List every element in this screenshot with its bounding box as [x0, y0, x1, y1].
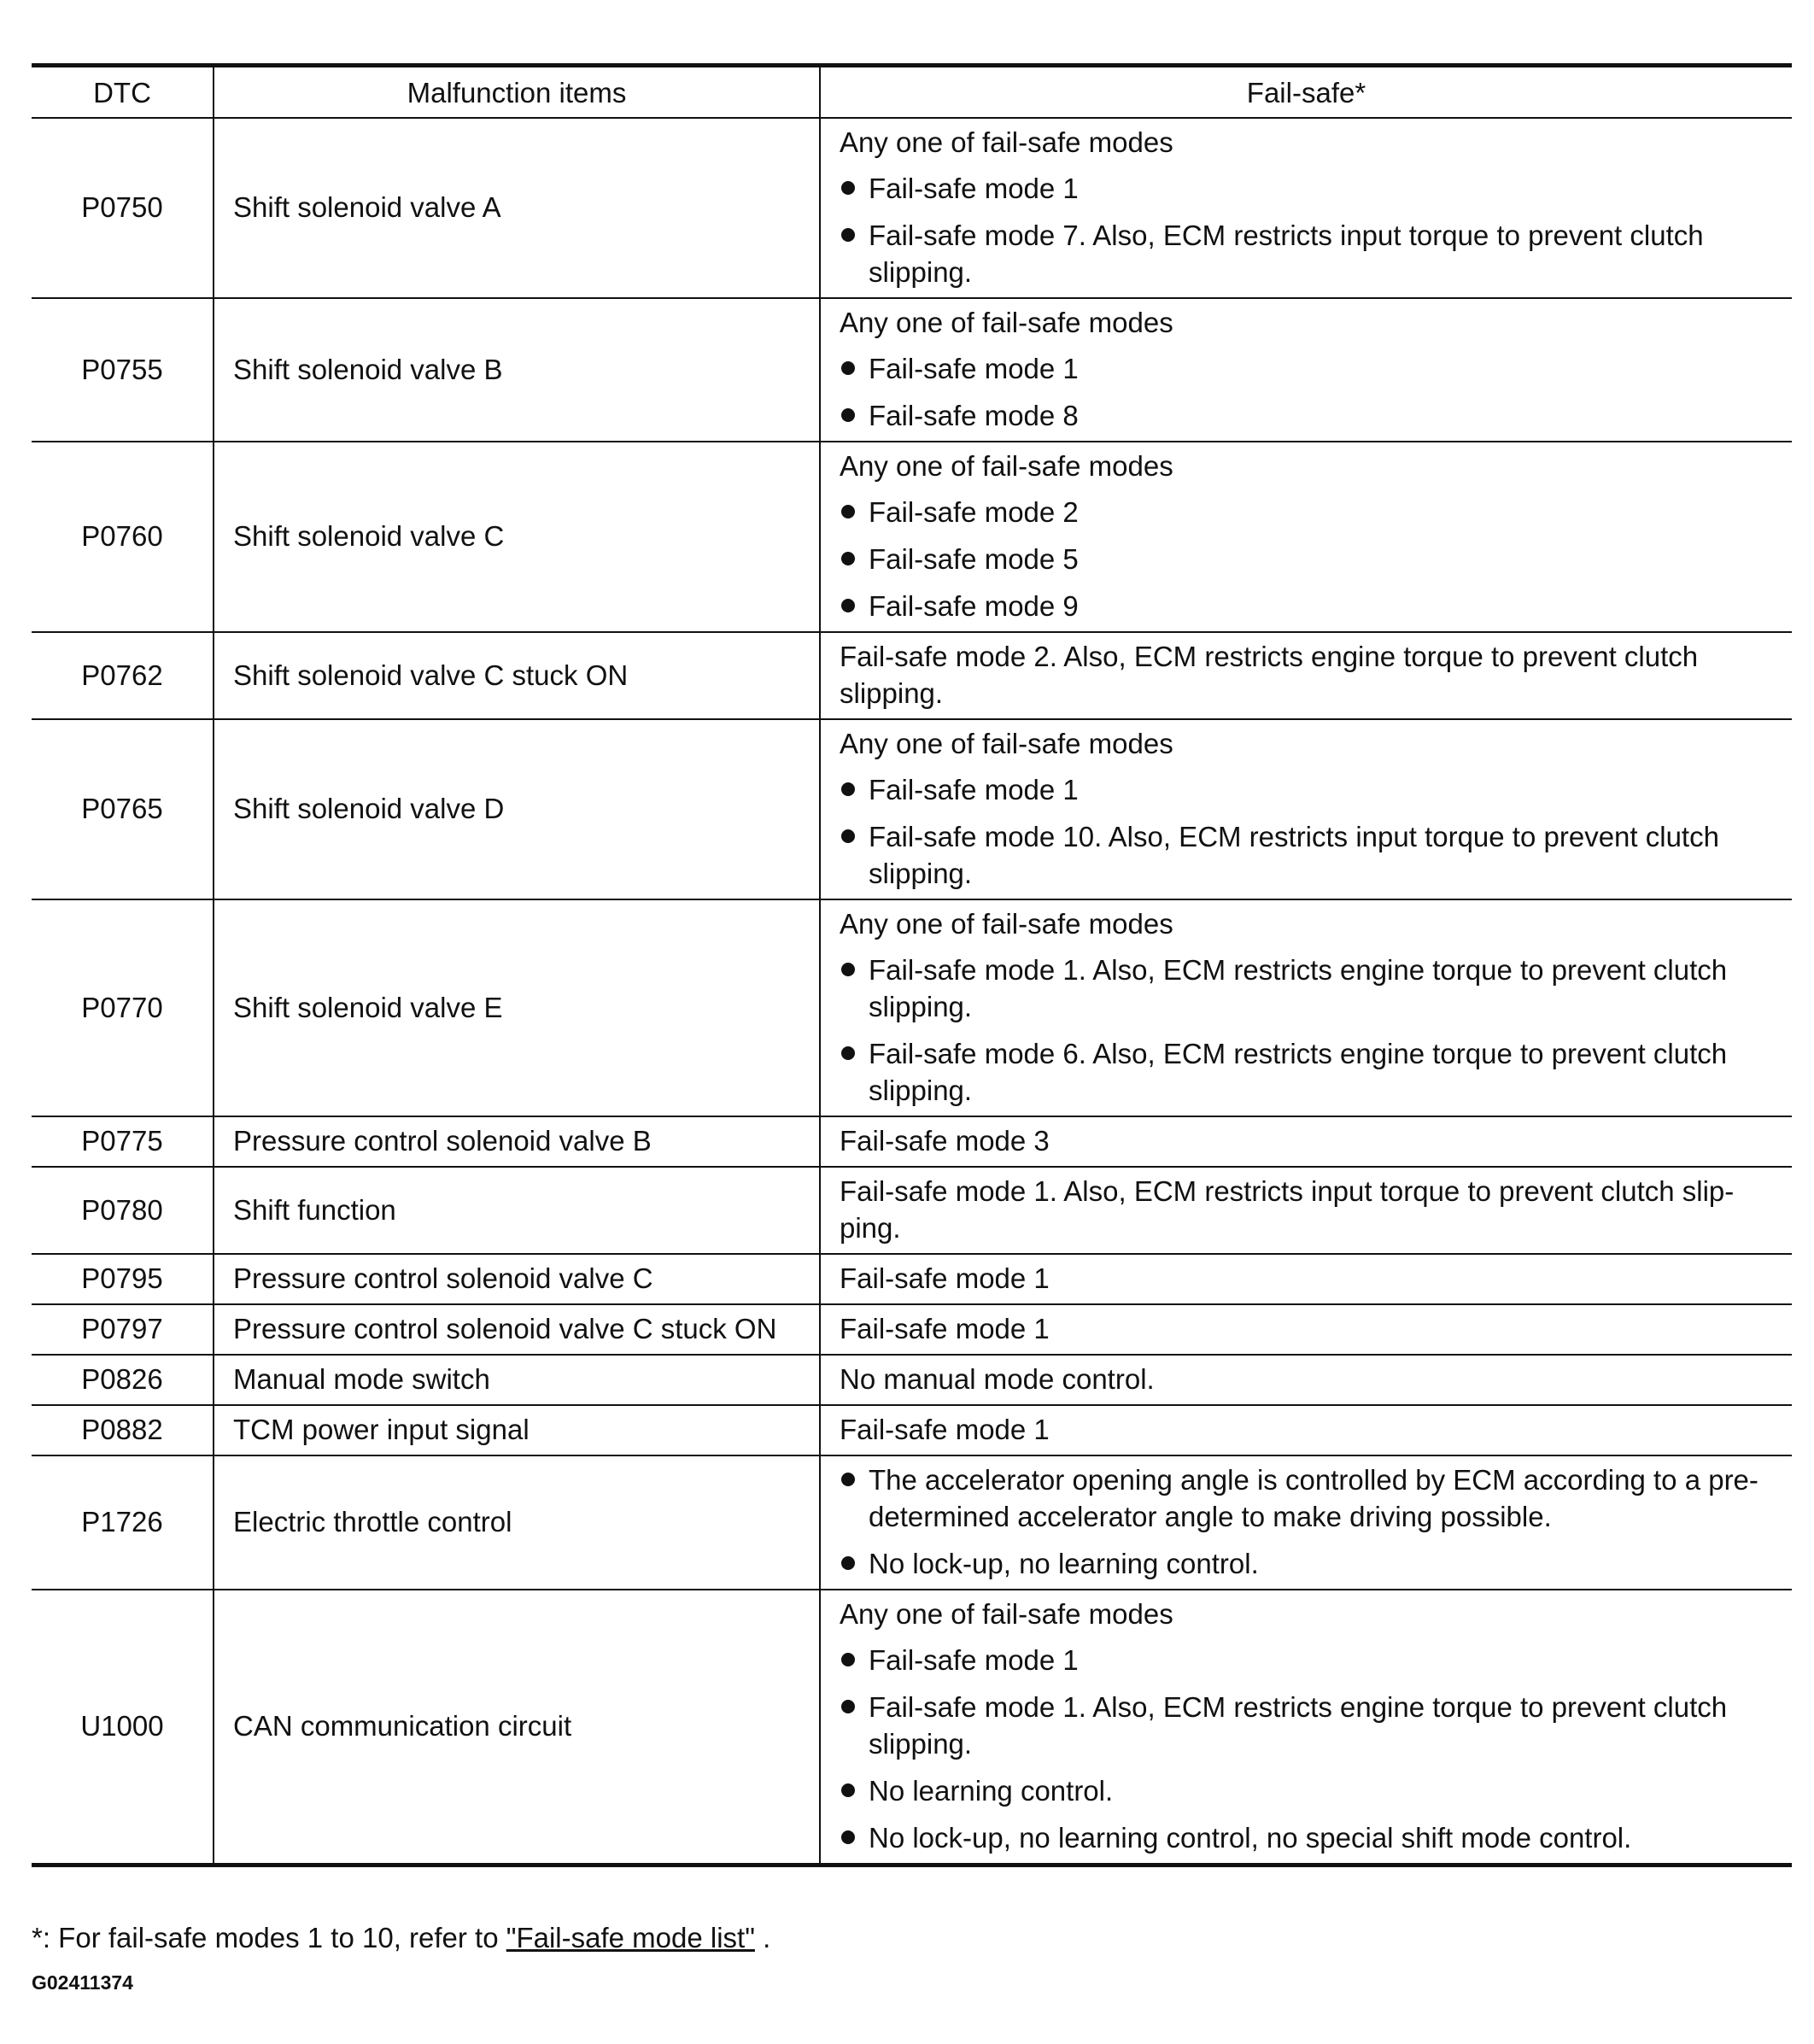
fail-safe-text: Fail-safe mode 1 — [840, 1313, 1050, 1344]
fail-safe-cell — [820, 632, 1792, 719]
fail-safe-bullet-text: The accelerator opening angle is controlled by ECM according to a pre-determined accelerator angle to make driving possible. — [869, 1464, 1758, 1532]
table-row — [32, 118, 1792, 298]
list-item — [840, 1461, 1773, 1535]
bullet-icon — [841, 829, 855, 843]
list-item — [840, 494, 1773, 530]
bullet-icon — [841, 1700, 855, 1713]
bullet-icon — [841, 228, 855, 242]
fail-safe-text: Fail-safe mode 3 — [840, 1125, 1050, 1157]
malfunction-item: Shift solenoid valve C — [214, 442, 820, 632]
malfunction-item: Pressure control solenoid valve C stuck ON — [214, 1304, 820, 1355]
list-item — [840, 217, 1773, 290]
list-item — [840, 1772, 1773, 1809]
malfunction-item: Shift solenoid valve C stuck ON — [214, 632, 820, 719]
fail-safe-cell — [820, 719, 1792, 899]
fail-safe-bullet-text: Fail-safe mode 2 — [869, 496, 1079, 528]
list-item — [840, 1035, 1773, 1109]
fail-safe-mode-list-link[interactable]: "Fail-safe mode list" — [506, 1922, 755, 1953]
fail-safe-bullet-text: Fail-safe mode 1 — [869, 774, 1079, 805]
footnote — [32, 1919, 770, 1956]
list-item — [840, 350, 1773, 387]
malfunction-item: Shift function — [214, 1167, 820, 1254]
fail-safe-lead: Any one of fail-safe modes — [840, 307, 1173, 338]
malfunction-item: TCM power input signal — [214, 1405, 820, 1455]
fail-safe-list — [840, 952, 1773, 1109]
table-header-row — [32, 66, 1792, 119]
fail-safe-bullet-text: Fail-safe mode 1 — [869, 173, 1079, 204]
fail-safe-list — [840, 771, 1773, 892]
table-row — [32, 1304, 1792, 1355]
table-row — [32, 1590, 1792, 1865]
header-fail-safe: Fail-safe* — [820, 66, 1792, 119]
fail-safe-bullet-text: Fail-safe mode 1 — [869, 353, 1079, 384]
bullet-icon — [841, 599, 855, 612]
list-item — [840, 1642, 1773, 1678]
table-row — [32, 1116, 1792, 1167]
bullet-icon — [841, 1653, 855, 1666]
malfunction-item: Shift solenoid valve D — [214, 719, 820, 899]
malfunction-item: Shift solenoid valve E — [214, 899, 820, 1116]
fail-safe-cell — [820, 1590, 1792, 1865]
dtc-code: P0760 — [32, 442, 214, 632]
fail-safe-list — [840, 1642, 1773, 1856]
dtc-code: P0762 — [32, 632, 214, 719]
footnote-suffix: . — [754, 1922, 771, 1953]
fail-safe-lead: Any one of fail-safe modes — [840, 1598, 1173, 1630]
bullet-icon — [841, 1830, 855, 1844]
list-item — [840, 588, 1773, 624]
fail-safe-bullet-text: Fail-safe mode 5 — [869, 543, 1079, 575]
list-item — [840, 397, 1773, 434]
fail-safe-list — [840, 170, 1773, 290]
fail-safe-cell — [820, 442, 1792, 632]
bullet-icon — [841, 782, 855, 796]
fail-safe-cell — [820, 1254, 1792, 1304]
dtc-code: P0770 — [32, 899, 214, 1116]
list-item — [840, 1819, 1773, 1856]
malfunction-item: Shift solenoid valve B — [214, 298, 820, 442]
dtc-code: P0765 — [32, 719, 214, 899]
fail-safe-text: Fail-safe mode 2. Also, ECM restricts engine torque to prevent clutch slipping. — [840, 641, 1699, 709]
fail-safe-bullet-text: No learning control. — [869, 1775, 1114, 1807]
fail-safe-lead: Any one of fail-safe modes — [840, 728, 1173, 759]
fail-safe-text: No manual mode control. — [840, 1363, 1155, 1395]
dtc-code: P0882 — [32, 1405, 214, 1455]
bullet-icon — [841, 408, 855, 422]
fail-safe-cell — [820, 1304, 1792, 1355]
fail-safe-bullet-text: Fail-safe mode 8 — [869, 400, 1079, 431]
bullet-icon — [841, 1783, 855, 1797]
dtc-code: P0780 — [32, 1167, 214, 1254]
list-item — [840, 1689, 1773, 1762]
header-dtc: DTC — [93, 76, 151, 108]
dtc-code: P0775 — [32, 1116, 214, 1167]
dtc-code: P0750 — [32, 118, 214, 298]
fail-safe-cell — [820, 118, 1792, 298]
bullet-icon — [841, 1046, 855, 1060]
malfunction-item: Pressure control solenoid valve B — [214, 1116, 820, 1167]
fail-safe-bullet-text: Fail-safe mode 1 — [869, 1644, 1079, 1676]
list-item — [840, 1545, 1773, 1582]
list-item — [840, 170, 1773, 207]
fail-safe-bullet-text: No lock-up, no learning control. — [869, 1548, 1259, 1579]
fail-safe-lead: Any one of fail-safe modes — [840, 450, 1173, 482]
table-row — [32, 298, 1792, 442]
malfunction-item: Electric throttle control — [214, 1455, 820, 1590]
dtc-code: P0795 — [32, 1254, 214, 1304]
list-item — [840, 952, 1773, 1025]
fail-safe-cell — [820, 1455, 1792, 1590]
fail-safe-bullet-text: Fail-safe mode 6. Also, ECM restricts engine torque to prevent clutch slipping. — [869, 1038, 1728, 1106]
table-row — [32, 1405, 1792, 1455]
bullet-icon — [841, 552, 855, 565]
dtc-code: P0797 — [32, 1304, 214, 1355]
table-row — [32, 1455, 1792, 1590]
fail-safe-bullet-text: Fail-safe mode 7. Also, ECM restricts input torque to prevent clutch slipping. — [869, 220, 1704, 288]
table-row — [32, 1254, 1792, 1304]
fail-safe-cell — [820, 1167, 1792, 1254]
fail-safe-cell — [820, 298, 1792, 442]
fail-safe-bullet-text: Fail-safe mode 10. Also, ECM restricts input torque to prevent clutch slipping. — [869, 821, 1719, 889]
fail-safe-cell — [820, 1405, 1792, 1455]
fail-safe-list — [840, 1461, 1773, 1582]
dtc-code: P1726 — [32, 1455, 214, 1590]
fail-safe-bullet-text: Fail-safe mode 1. Also, ECM restricts engine torque to prevent clutch slipping. — [869, 954, 1728, 1022]
bullet-icon — [841, 963, 855, 976]
malfunction-item: Pressure control solenoid valve C — [214, 1254, 820, 1304]
fail-safe-cell — [820, 1355, 1792, 1405]
bullet-icon — [841, 361, 855, 375]
table-row — [32, 1355, 1792, 1405]
fail-safe-lead: Any one of fail-safe modes — [840, 908, 1173, 940]
fail-safe-bullet-text: Fail-safe mode 9 — [869, 590, 1079, 622]
table-row — [32, 899, 1792, 1116]
dtc-code: P0755 — [32, 298, 214, 442]
fail-safe-text: Fail-safe mode 1 — [840, 1262, 1050, 1294]
footnote-prefix: *: For fail-safe modes 1 to 10, refer to — [32, 1922, 506, 1953]
header-malfunction-items: Malfunction items — [214, 66, 820, 119]
dtc-code: P0826 — [32, 1355, 214, 1405]
fail-safe-cell — [820, 1116, 1792, 1167]
figure-id: G02411374 — [32, 1971, 133, 1994]
fail-safe-lead: Any one of fail-safe modes — [840, 126, 1173, 158]
list-item — [840, 818, 1773, 892]
bullet-icon — [841, 1473, 855, 1486]
table-row — [32, 442, 1792, 632]
bullet-icon — [841, 181, 855, 195]
table-row — [32, 719, 1792, 899]
dtc-failsafe-table — [32, 63, 1792, 1867]
list-item — [840, 541, 1773, 577]
fail-safe-bullet-text: Fail-safe mode 1. Also, ECM restricts engine torque to prevent clutch slipping. — [869, 1691, 1728, 1760]
fail-safe-list — [840, 350, 1773, 434]
bullet-icon — [841, 1556, 855, 1570]
table-row — [32, 1167, 1792, 1254]
malfunction-item: Shift solenoid valve A — [214, 118, 820, 298]
fail-safe-bullet-text: No lock-up, no learning control, no special shift mode control. — [869, 1822, 1632, 1854]
fail-safe-list — [840, 494, 1773, 624]
bullet-icon — [841, 505, 855, 518]
fail-safe-text: Fail-safe mode 1. Also, ECM restricts input torque to prevent clutch slip-ping. — [840, 1175, 1735, 1244]
fail-safe-cell — [820, 899, 1792, 1116]
malfunction-item: CAN communication circuit — [214, 1590, 820, 1865]
dtc-code: U1000 — [32, 1590, 214, 1865]
list-item — [840, 771, 1773, 808]
malfunction-item: Manual mode switch — [214, 1355, 820, 1405]
fail-safe-text: Fail-safe mode 1 — [840, 1414, 1050, 1445]
table-row — [32, 632, 1792, 719]
